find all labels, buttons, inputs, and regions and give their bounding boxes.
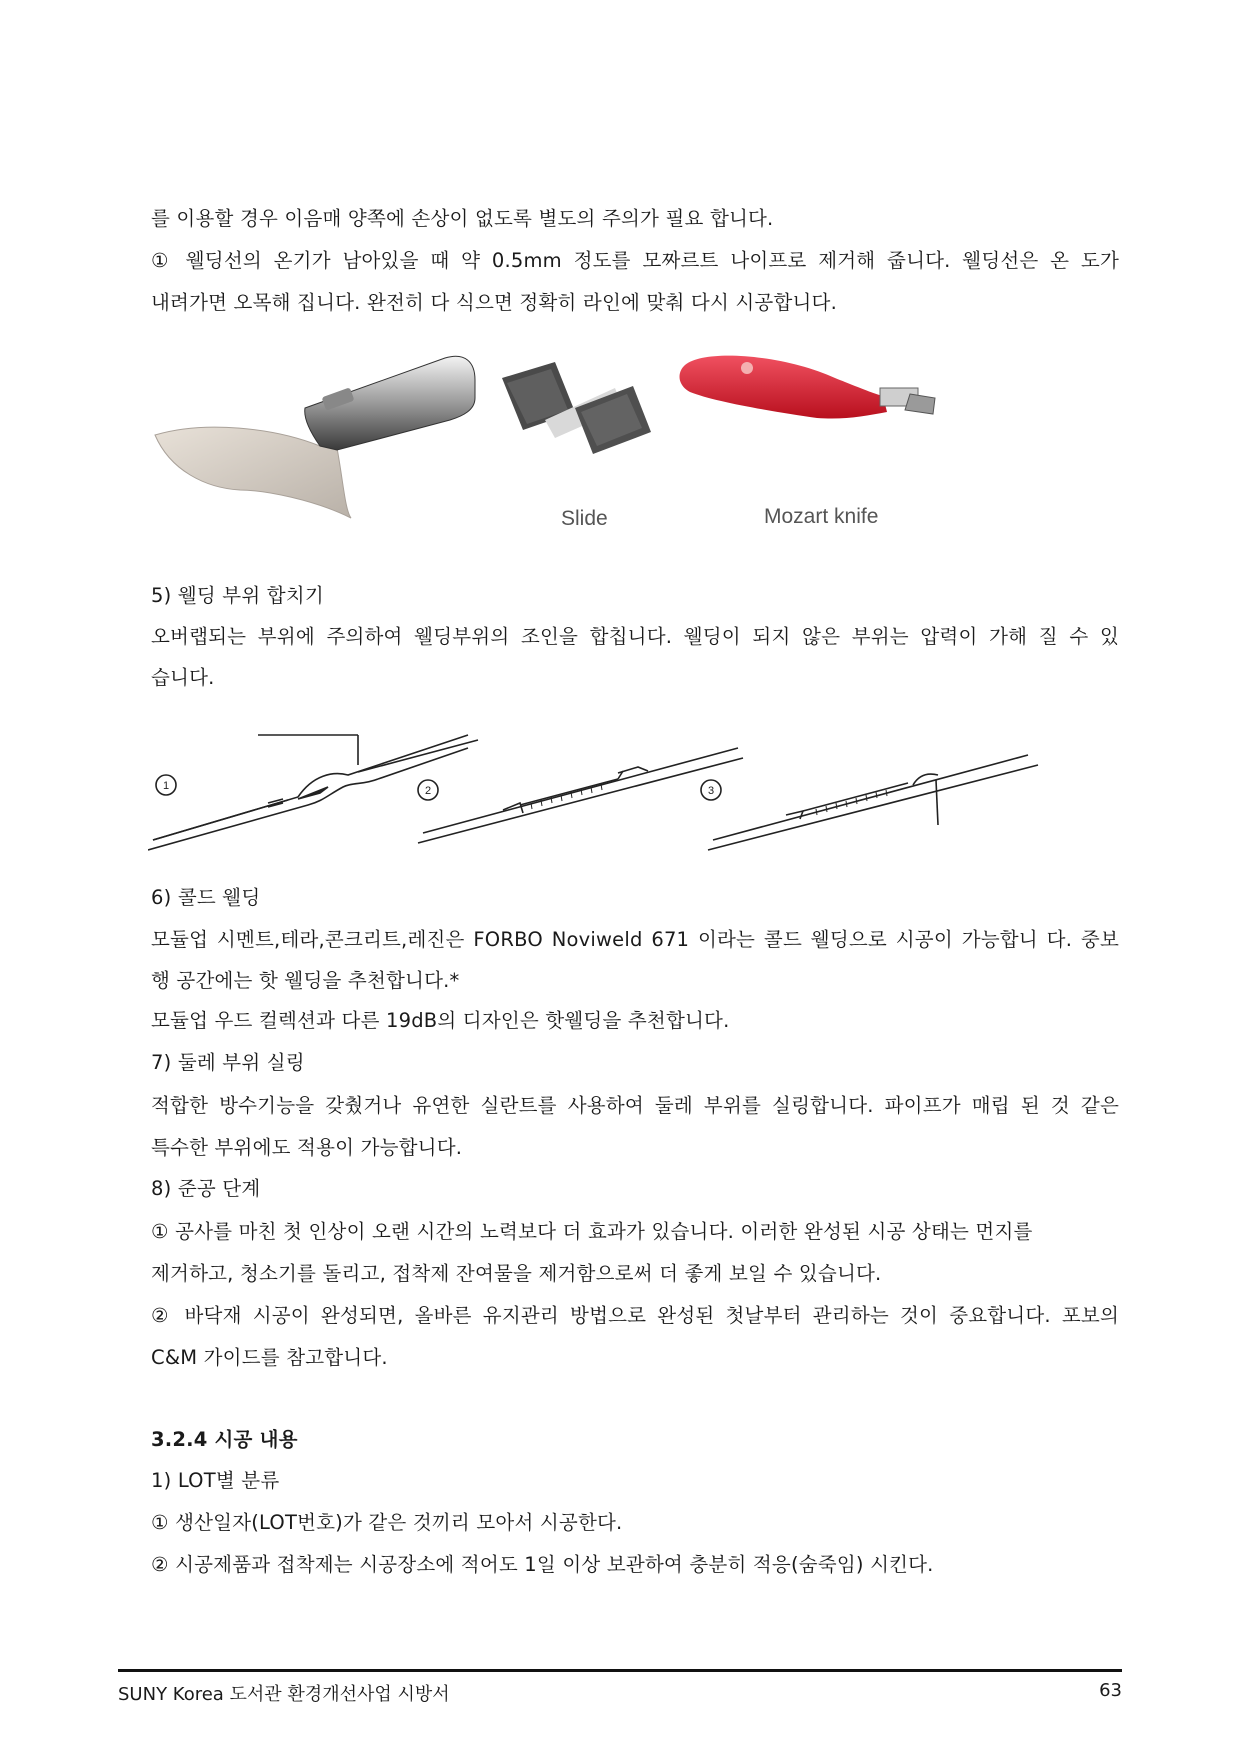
footer-divider: [118, 1669, 1122, 1672]
paragraph-line: ① 생산일자(LOT번호)가 같은 것끼리 모아서 시공한다.: [151, 1511, 623, 1534]
paragraph-line: 모듈업 우드 컬렉션과 다른 19dB의 디자인은 핫웰딩을 추천합니다.: [151, 1009, 730, 1032]
weld-step-2: [418, 748, 743, 843]
page-number: 63: [1099, 1680, 1122, 1701]
paragraph-line: 를 이용할 경우 이음매 양쪽에 손상이 없도록 별도의 주의가 필요 합니다.: [151, 207, 774, 230]
step-number-2: 2: [424, 785, 432, 797]
paragraph-line: 행 공간에는 핫 웰딩을 추천합니다.*: [151, 969, 460, 992]
paragraph-line: ② 바닥재 시공이 완성되면, 올바른 유지관리 방법으로 완성된 첫날부터 관리하는 것이 중요합니다. 포보의: [151, 1304, 1119, 1327]
paragraph-line: 적합한 방수기능을 갖췄거나 유연한 실란트를 사용하여 둘레 부위를 실링합니다. 파이프가 매립 된 것 같은: [151, 1094, 1119, 1117]
step-number-3: 3: [707, 785, 715, 797]
mozart-knife-caption: Mozart knife: [764, 505, 879, 528]
section-heading-7: 7) 둘레 부위 실링: [151, 1051, 305, 1074]
mozart-knife-image: [680, 356, 935, 419]
lunar-knife-image: [155, 356, 475, 518]
slide-caption: Slide: [561, 507, 608, 530]
slide-blade-image: [502, 362, 651, 454]
paragraph-line: 1) LOT별 분류: [151, 1469, 280, 1492]
paragraph-line: 오버랩되는 부위에 주의하여 웰딩부위의 조인을 합칩니다. 웰딩이 되지 않은 부위는 압력이 가해 질 수 있: [151, 625, 1119, 648]
welding-steps-diagram: [148, 715, 1048, 865]
paragraph-line: 모듈업 시멘트,테라,콘크리트,레진은 FORBO Noviweld 671 이라는 콜드 웰딩으로 시공이 가능합니 다. 중보: [151, 928, 1119, 951]
paragraph-line: 내려가면 오목해 집니다. 완전히 다 식으면 정확히 라인에 맞춰 다시 시공합니다.: [151, 291, 837, 314]
section-heading-5: 5) 웰딩 부위 합치기: [151, 584, 324, 607]
paragraph-line: 특수한 부위에도 적용이 가능합니다.: [151, 1136, 463, 1159]
section-heading-8: 8) 준공 단계: [151, 1177, 261, 1200]
paragraph-line: 습니다.: [151, 666, 215, 689]
paragraph-line: ① 웰딩선의 온기가 남아있을 때 약 0.5mm 정도를 모짜르트 나이프로 제거해 줍니다. 웰딩선은 온 도가: [151, 249, 1119, 272]
paragraph-line: ① 공사를 마친 첫 인상이 오랜 시간의 노력보다 더 효과가 있습니다. 이러한 완성된 시공 상태는 먼지를: [151, 1220, 1033, 1243]
paragraph-line: ② 시공제품과 접착제는 시공장소에 적어도 1일 이상 보관하여 충분히 적응(숨죽임) 시킨다.: [151, 1553, 934, 1576]
paragraph-line: 제거하고, 청소기를 돌리고, 접착제 잔여물을 제거함으로써 더 좋게 보일 수 있습니다.: [151, 1262, 882, 1285]
step-number-1: 1: [162, 780, 170, 792]
weld-step-3: [701, 755, 1038, 850]
section-title: 3.2.4 시공 내용: [151, 1428, 298, 1451]
section-heading-6: 6) 콜드 웰딩: [151, 886, 261, 909]
footer-title: SUNY Korea 도서관 환경개선사업 시방서: [118, 1684, 450, 1705]
paragraph-line: C&M 가이드를 참고합니다.: [151, 1346, 388, 1369]
